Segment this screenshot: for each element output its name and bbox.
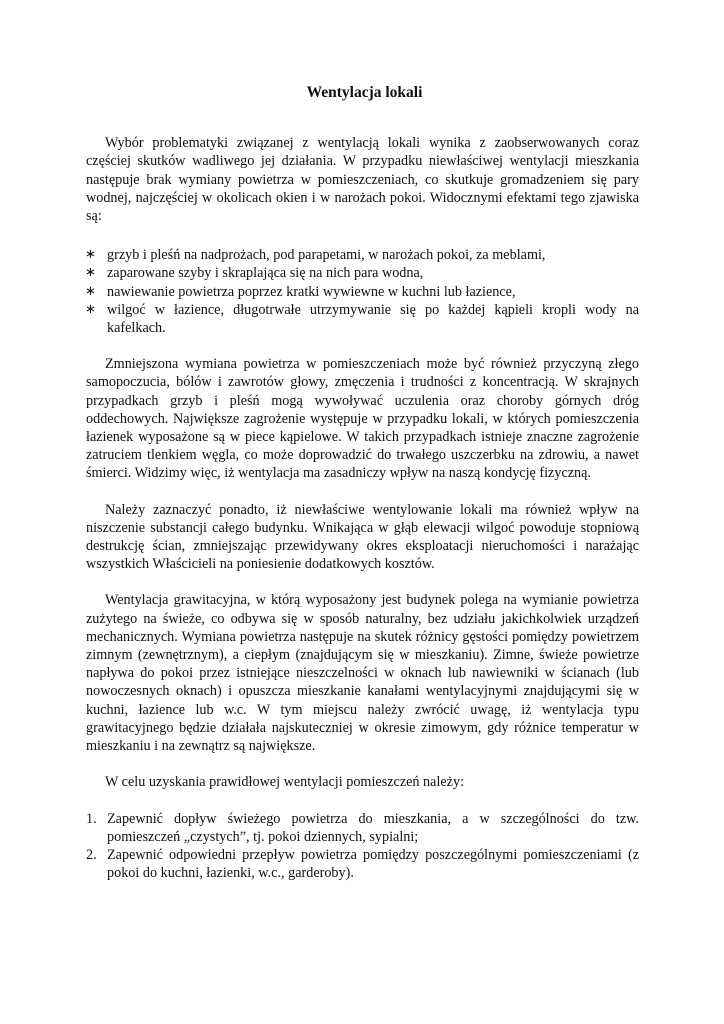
building-damage-paragraph: Należy zaznaczyć ponadto, iż niewłaściwe wentylowanie lokali ma również wpływ na niszczenie substancji całego budynku. Wnikająca w głąb elewacji wilgoć powoduje stopniową destrukcję ścian, zmniejszając przewidywany okres eksploatacji nieruchomości i narażając wszystkich Właścicieli na poniesienie dodatkowych kosztów. [86,501,639,573]
spacer [86,573,639,591]
list-item [86,301,639,337]
instructions-lead-paragraph: W celu uzyskania prawidłowej wentylacji pomieszczeń należy: [105,774,465,791]
list-item-text: zaparowane szyby i skraplająca się na nich para wodna, [107,265,424,282]
document-title: Wentylacja lokali [306,84,423,101]
list-number: 2. [86,846,97,863]
list-item [86,283,639,301]
effects-list [86,246,639,337]
asterisk-bullet-icon: ∗ [85,265,96,281]
list-item [86,264,639,282]
intro-paragraph: Wybór problematyki związanej z wentylacją lokali wynika z zaobserwowanych coraz częściej skutków wadliwego jej działania. W przypadku niewłaściwej wentylacji mieszkania następuje brak wymiany powietrza w pomieszczeniach, co skutkuje gromadzeniem się pary wodnej, najczęściej w okolicach okien i w narożach pokoi. Widocznymi efektami tego zjawiska są: [86,135,639,225]
instructions-list [86,810,639,883]
list-number: 1. [86,810,97,827]
spacer [86,483,639,501]
spacer [86,337,639,355]
spacer [86,792,639,810]
list-item [86,246,639,264]
list-item-text: Zapewnić dopływ świeżego powietrza do mieszkania, a w szczególności do tzw. pomieszczeń „czystych”, tj. pokoi dziennych, sypialni; [107,810,639,845]
list-item-text: grzyb i pleśń na nadprożach, pod parapetami, w narożach pokoi, za meblami, [107,247,546,264]
gravity-ventilation-paragraph: Wentylacja grawitacyjna, w którą wyposażony jest budynek polega na wymianie powietrza zużytego na świeże, co odbywa się w sposób naturalny, bez udziału jakichkolwiek urządzeń mechanicznych. Wymiana powietrza następuje na skutek różnicy gęstości pomiędzy powietrzem zimnym (zewnętrznym), a ciepłym (znajdującym się w mieszkaniu). Zimne, świeże powietrze napływa do pokoi przez istniejące nieszczelności w oknach lub nawiewniki w ścianach (lub nowoczesnych oknach) i opuszcza mieszkanie kanałami wentylacyjnymi znajdującymi się w kuchni, łazience lub w.c. W tym miejscu należy zwrócić uwagę, iż wentylacja typu grawitacyjnego będzie działała najskuteczniej w okresie zimowym, gdy różnice temperatur w mieszkaniu i na zewnątrz są największe. [86,592,639,755]
health-paragraph: Zmniejszona wymiana powietrza w pomieszczeniach może być również przyczyną złego samopoczucia, bólów i zawrotów głowy, zmęczenia i trudności z koncentracją. W skrajnych przypadkach grzyb i pleśń mogą wywoływać uczulenia oraz choroby górnych dróg oddechowych. Największe zagrożenie występuje w przypadku lokali, w których pomieszczenia łazienek wyposażone są w piece kąpielowe. W takich przypadkach istnieje znaczne zagrożenie zatruciem tlenkiem węgla, co może doprowadzić do trwałego uszczerbku na zdrowiu, a nawet śmierci. Widzimy więc, iż wentylacja ma zasadniczy wpływ na naszą kondycję fizyczną. [86,356,639,482]
asterisk-bullet-icon: ∗ [85,283,96,299]
list-item [86,846,639,882]
list-item-text: wilgoć w łazience, długotrwałe utrzymywanie się po każdej kąpieli kropli wody na kafelkach. [107,301,639,337]
spacer [86,225,639,246]
list-item [86,810,639,846]
list-item-text: nawiewanie powietrza poprzez kratki wywiewne w kuchni lub łazience, [107,283,516,300]
asterisk-bullet-icon: ∗ [85,247,96,263]
document-page [86,84,639,882]
spacer [86,755,639,773]
list-item-text: Zapewnić odpowiedni przepływ powietrza pomiędzy poszczególnymi pomieszczeniami (z pokoi do kuchni, łazienki, w.c., garderoby). [107,846,639,882]
asterisk-bullet-icon: ∗ [85,301,96,317]
